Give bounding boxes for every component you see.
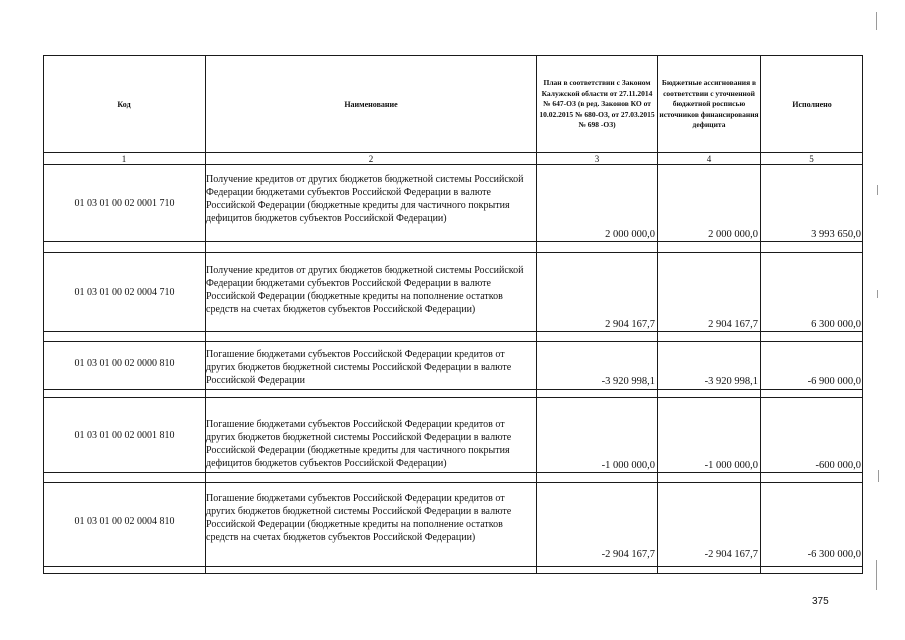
scan-mark [877, 290, 878, 298]
row-assigned: -3 920 998,1 [704, 376, 758, 387]
header-plan: План в соответствии с Законом Калужской области от 27.11.2014 № 647-ОЗ (в ред. Законов КО от 10.02.2015 № 680-ОЗ, от 27.03.2015 № 698 -ОЗ) [539, 78, 655, 130]
row-assigned: -1 000 000,0 [704, 460, 758, 471]
row-plan: -1 000 000,0 [601, 460, 655, 471]
row-assigned: -2 904 167,7 [704, 549, 758, 560]
row-code: 01 03 01 00 02 0004 710 [74, 286, 175, 298]
row-code: 01 03 01 00 02 0000 810 [74, 357, 175, 369]
scan-mark [876, 560, 877, 590]
row-name: Погашение бюджетами субъектов Российской Федерации кредитов от других бюджетов бюджетной системы Российской Федерации в валюте Российской Федерации (бюджетные кредиты для частичного покрытия дефицитов бюджетов субъектов Российской Федерации) [206, 419, 512, 469]
column-border [862, 55, 863, 573]
row-executed: -600 000,0 [815, 460, 861, 471]
row-executed: 6 300 000,0 [811, 319, 861, 330]
row-plan: -2 904 167,7 [601, 549, 655, 560]
column-number: 2 [368, 154, 374, 164]
row-executed: 3 993 650,0 [811, 229, 861, 240]
header-code: Код [117, 100, 131, 109]
row-name: Погашение бюджетами субъектов Российской Федерации кредитов от других бюджетов бюджетной системы Российской Федерации в валюте Российской Федерации [206, 349, 512, 386]
row-assigned: 2 000 000,0 [708, 229, 758, 240]
column-border [657, 55, 658, 573]
row-executed: -6 900 000,0 [807, 376, 861, 387]
row-plan: -3 920 998,1 [601, 376, 655, 387]
column-number: 3 [594, 154, 600, 164]
row-code: 01 03 01 00 02 0001 810 [74, 429, 175, 441]
row-plan: 2 000 000,0 [605, 229, 655, 240]
row-divider [43, 241, 863, 242]
column-border [760, 55, 761, 573]
row-divider [43, 566, 863, 567]
scan-mark [876, 12, 877, 30]
row-divider [43, 472, 863, 473]
row-assigned: 2 904 167,7 [708, 319, 758, 330]
header-name: Наименование [344, 100, 398, 109]
row-name: Получение кредитов от других бюджетов бюджетной системы Российской Федерации бюджетами субъектов Российской Федерации в валюте Российской Федерации (бюджетные кредиты для частичного покрытия дефицитов бюджетов субъектов Российской Федерации) [206, 174, 524, 224]
scan-mark [877, 185, 878, 195]
row-divider [43, 573, 863, 574]
row-code: 01 03 01 00 02 0004 810 [74, 515, 175, 527]
column-number: 4 [706, 154, 712, 164]
row-name: Получение кредитов от других бюджетов бюджетной системы Российской Федерации бюджетами субъектов Российской Федерации в валюте Российской Федерации (бюджетные кредиты на пополнение остатков средств на счетах бюджетов субъектов Российской Федерации) [206, 265, 524, 315]
row-executed: -6 300 000,0 [807, 549, 861, 560]
row-divider [43, 331, 863, 332]
header-assigned: Бюджетные ассигнования в соответствии с уточненной бюджетной росписью источников финансирования дефицита [659, 78, 759, 130]
row-plan: 2 904 167,7 [605, 319, 655, 330]
column-number: 1 [121, 154, 127, 164]
scan-mark [878, 470, 879, 482]
row-name: Погашение бюджетами субъектов Российской Федерации кредитов от других бюджетов бюджетной системы Российской Федерации в валюте Российской Федерации (бюджетные кредиты на пополнение остатков средств на счетах бюджетов субъектов Российской Федерации) [206, 493, 512, 543]
row-code: 01 03 01 00 02 0001 710 [74, 197, 175, 209]
page-number: 375 [812, 596, 829, 607]
row-divider [43, 389, 863, 390]
column-number: 5 [809, 154, 814, 164]
header-executed: Исполнено [792, 100, 832, 109]
column-border [536, 55, 537, 573]
